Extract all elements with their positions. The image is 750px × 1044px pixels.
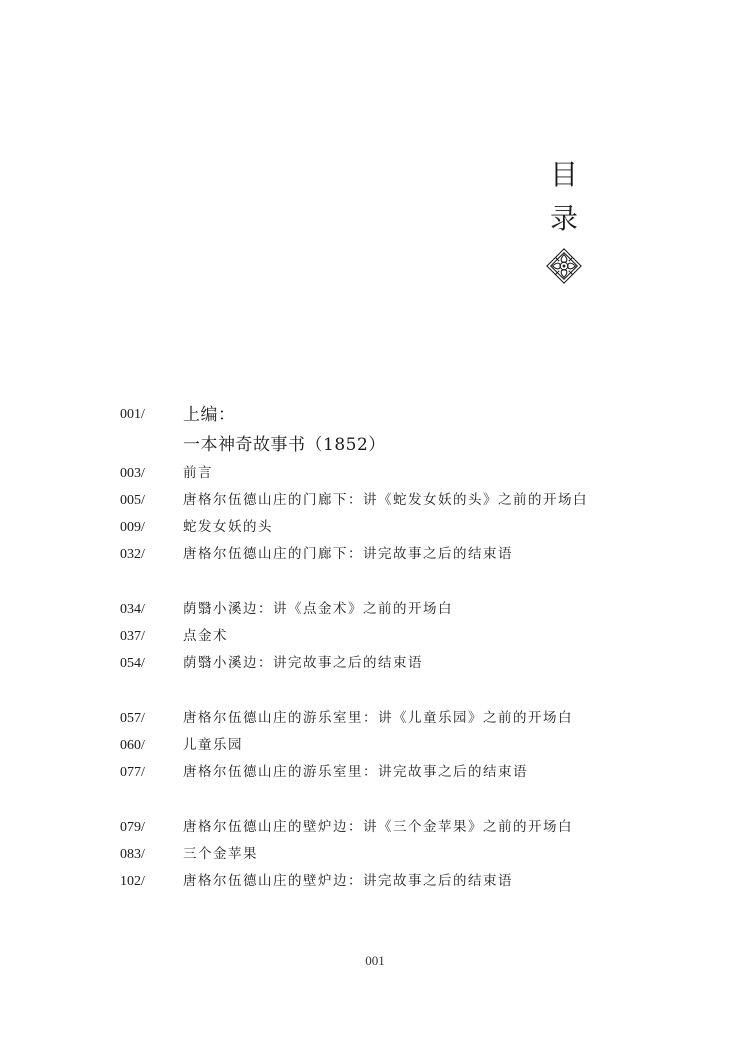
group-spacer bbox=[120, 677, 660, 705]
toc-entry-title: 荫翳小溪边：讲完故事之后的结束语 bbox=[183, 655, 423, 671]
table-of-contents bbox=[120, 400, 660, 895]
toc-entry-title: 唐格尔伍德山庄的门廊下：讲完故事之后的结束语 bbox=[183, 546, 513, 562]
toc-group bbox=[120, 814, 660, 895]
toc-entry-title: 荫翳小溪边：讲《点金术》之前的开场白 bbox=[183, 601, 453, 617]
toc-page-number: 037/ bbox=[120, 629, 145, 644]
toc-entry-title: 蛇发女妖的头 bbox=[183, 519, 273, 535]
toc-entry-title: 点金术 bbox=[183, 628, 228, 644]
toc-entry[interactable] bbox=[120, 650, 660, 677]
toc-entry-title: 唐格尔伍德山庄的壁炉边：讲完故事之后的结束语 bbox=[183, 873, 513, 889]
toc-entry[interactable] bbox=[120, 841, 660, 868]
group-spacer bbox=[120, 786, 660, 814]
toc-entry-title: 三个金苹果 bbox=[183, 846, 258, 862]
toc-entry[interactable] bbox=[120, 541, 660, 568]
toc-page-number: 102/ bbox=[120, 874, 145, 889]
toc-entry-title: 前言 bbox=[183, 465, 213, 481]
toc-page-number: 054/ bbox=[120, 656, 145, 671]
toc-entry[interactable] bbox=[120, 814, 660, 841]
toc-page-number: 060/ bbox=[120, 738, 145, 753]
toc-entry-title: 唐格尔伍德山庄的游乐室里：讲《儿童乐园》之前的开场白 bbox=[183, 710, 573, 726]
toc-page-number: 034/ bbox=[120, 602, 145, 617]
page-number: 001 bbox=[365, 953, 385, 968]
toc-page-number: 032/ bbox=[120, 547, 145, 562]
toc-part-subtitle-row[interactable] bbox=[120, 430, 660, 460]
toc-group bbox=[120, 460, 660, 568]
toc-entry-title: 唐格尔伍德山庄的壁炉边：讲《三个金苹果》之前的开场白 bbox=[183, 819, 573, 835]
toc-page-number: 057/ bbox=[120, 711, 145, 726]
toc-entry[interactable] bbox=[120, 732, 660, 759]
toc-entry[interactable] bbox=[120, 514, 660, 541]
group-spacer bbox=[120, 568, 660, 596]
toc-entry[interactable] bbox=[120, 596, 660, 623]
toc-entry[interactable] bbox=[120, 705, 660, 732]
toc-entry[interactable] bbox=[120, 460, 660, 487]
floral-ornament-icon bbox=[545, 247, 583, 285]
toc-page-number: 003/ bbox=[120, 466, 145, 481]
toc-entry[interactable] bbox=[120, 487, 660, 514]
toc-part-subtitle: 一本神奇故事书（1852） bbox=[183, 435, 386, 455]
toc-group bbox=[120, 596, 660, 677]
toc-part-label: 上编： bbox=[183, 405, 236, 425]
toc-entry-title: 唐格尔伍德山庄的门廊下：讲《蛇发女妖的头》之前的开场白 bbox=[183, 492, 588, 508]
toc-group bbox=[120, 705, 660, 786]
toc-entry-title: 唐格尔伍德山庄的游乐室里：讲完故事之后的结束语 bbox=[183, 764, 528, 780]
toc-title bbox=[540, 155, 588, 285]
toc-page-number: 079/ bbox=[120, 820, 145, 835]
title-char-lu: 录 bbox=[549, 202, 578, 235]
toc-entry[interactable] bbox=[120, 868, 660, 895]
title-char-mu: 目 bbox=[549, 158, 578, 191]
toc-page-number: 077/ bbox=[120, 765, 145, 780]
toc-page-number: 083/ bbox=[120, 847, 145, 862]
toc-page-number: 009/ bbox=[120, 520, 145, 535]
toc-entry[interactable] bbox=[120, 759, 660, 786]
toc-page-number: 001/ bbox=[120, 407, 145, 422]
toc-entry[interactable] bbox=[120, 623, 660, 650]
toc-part-heading[interactable] bbox=[120, 400, 660, 430]
toc-page-number: 005/ bbox=[120, 493, 145, 508]
toc-entry-title: 儿童乐园 bbox=[183, 737, 243, 753]
